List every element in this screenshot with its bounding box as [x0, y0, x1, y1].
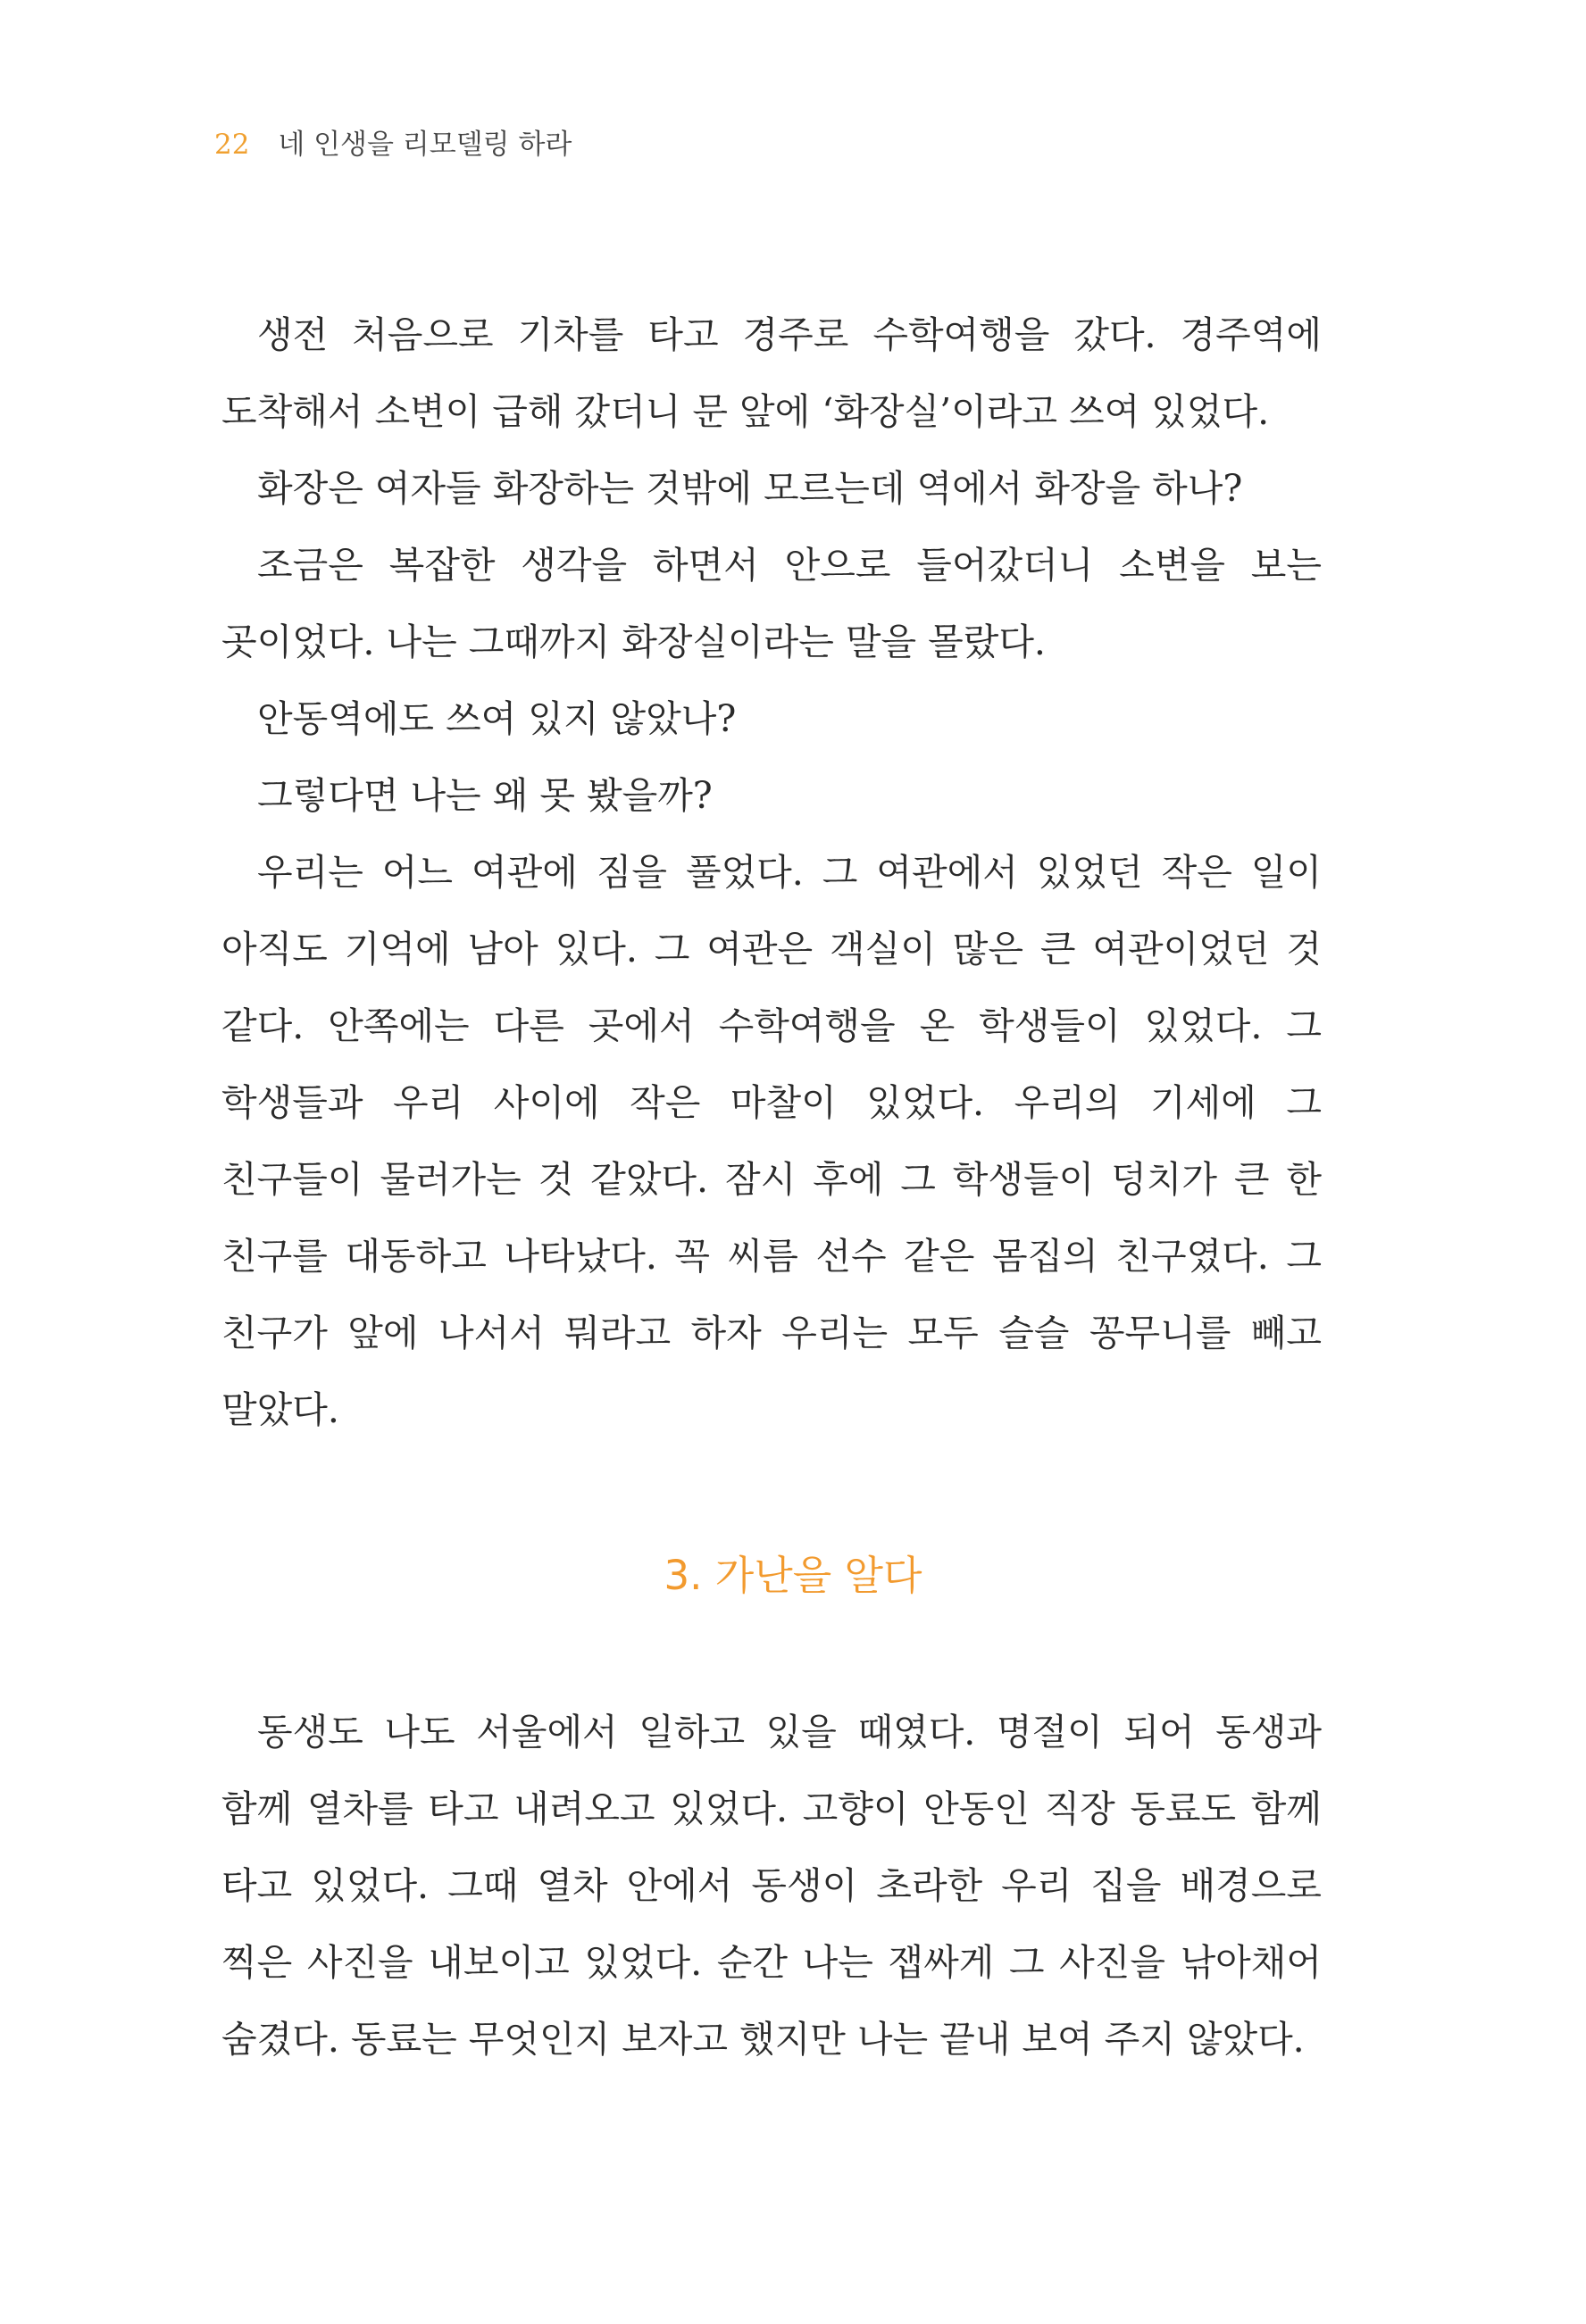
paragraph: 조금은 복잡한 생각을 하면서 안으로 들어갔더니 소변을 보는 곳이었다. 나는 그때까지 화장실이라는 말을 몰랐다. — [221, 544, 1322, 663]
paragraph: 그렇다면 나는 왜 못 봤을까? — [257, 774, 713, 817]
running-header — [214, 127, 572, 162]
body-text-section-2 — [221, 1694, 1322, 2078]
paragraph: 안동역에도 쓰여 있지 않았나? — [257, 697, 737, 740]
book-title: 네 인생을 리모델링 하라 — [278, 129, 572, 161]
paragraph: 화장은 여자들 화장하는 것밖에 모르는데 역에서 화장을 하나? — [257, 467, 1243, 510]
body-text-section-1 — [221, 296, 1322, 1448]
section-heading: 3. 가난을 알다 — [664, 1552, 922, 1599]
paragraph: 생전 처음으로 기차를 타고 경주로 수학여행을 갔다. 경주역에 도착해서 소변이 급해 갔더니 문 앞에 ‘화장실’이라고 쓰여 있었다. — [221, 313, 1322, 433]
paragraph: 동생도 나도 서울에서 일하고 있을 때였다. 명절이 되어 동생과 함께 열차를 타고 내려오고 있었다. 고향이 안동인 직장 동료도 함께 타고 있었다. 그때 열차 안에서 동생이 초라한 우리 집을 배경으로 찍은 사진을 내보이고 있었다. 순간 나는 잽싸게 그 사진을 낚아채어 숨겼다. 동료는 무엇인지 보자고 했지만 나는 끝내 보여 주지 않았다. — [221, 1711, 1322, 2061]
page-number: 22 — [214, 129, 250, 161]
paragraph: 우리는 어느 여관에 짐을 풀었다. 그 여관에서 있었던 작은 일이 아직도 기억에 남아 있다. 그 여관은 객실이 많은 큰 여관이었던 것 같다. 안쪽에는 다른 곳에서 수학여행을 온 학생들이 있었다. 그 학생들과 우리 사이에 작은 마찰이 있었다. 우리의 기세에 그 친구들이 물러가는 것 같았다. 잠시 후에 그 학생들이 덩치가 큰 한 친구를 대동하고 나타났다. 꼭 씨름 선수 같은 몸집의 친구였다. 그 친구가 앞에 나서서 뭐라고 하자 우리는 모두 슬슬 꽁무니를 빼고 말았다. — [221, 851, 1322, 1431]
